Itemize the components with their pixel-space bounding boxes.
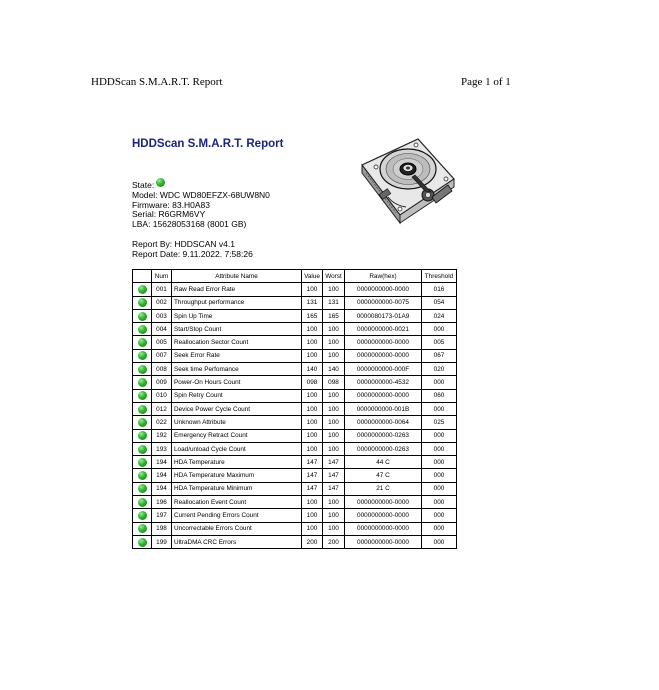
attr-worst: 100 (323, 402, 345, 415)
col-value-header: Value (302, 270, 323, 283)
attr-num: 198 (152, 522, 172, 535)
attr-value: 100 (302, 416, 323, 429)
attr-threshold: 024 (422, 309, 457, 322)
attr-num: 197 (152, 509, 172, 522)
status-cell (133, 363, 152, 376)
attr-num: 005 (152, 336, 172, 349)
attr-name: Spin Up Time (172, 309, 302, 322)
attr-value: 100 (302, 522, 323, 535)
attr-name: Seek time Perfomance (172, 363, 302, 376)
attr-threshold: 060 (422, 389, 457, 402)
status-ok-icon (138, 365, 147, 374)
attr-value: 100 (302, 349, 323, 362)
attr-threshold: 000 (422, 535, 457, 548)
attr-raw: 44 C (345, 456, 422, 469)
attr-num: 008 (152, 363, 172, 376)
attr-num: 193 (152, 442, 172, 455)
status-ok-icon (138, 325, 147, 334)
attr-threshold: 000 (422, 429, 457, 442)
status-cell (133, 376, 152, 389)
status-ok-icon (138, 538, 147, 547)
table-row (133, 336, 457, 349)
attr-value: 147 (302, 482, 323, 495)
attr-raw: 0000000000-0000 (345, 389, 422, 402)
attr-threshold: 067 (422, 349, 457, 362)
attr-threshold: 016 (422, 283, 457, 296)
attr-raw: 0000000000-0263 (345, 442, 422, 455)
attr-value: 131 (302, 296, 323, 309)
status-ok-icon (138, 378, 147, 387)
attr-threshold: 000 (422, 376, 457, 389)
attr-worst: 165 (323, 309, 345, 322)
status-ok-icon (138, 498, 147, 507)
attr-threshold: 000 (422, 402, 457, 415)
attr-threshold: 000 (422, 442, 457, 455)
attr-name: Power-On Hours Count (172, 376, 302, 389)
status-ok-icon (138, 484, 147, 493)
status-cell (133, 309, 152, 322)
attr-threshold: 000 (422, 456, 457, 469)
attr-worst: 131 (323, 296, 345, 309)
attr-num: 003 (152, 309, 172, 322)
status-ok-icon (138, 298, 147, 307)
attr-name: Reallocation Sector Count (172, 336, 302, 349)
page-number: Page 1 of 1 (461, 76, 511, 88)
attr-raw: 0000000000-0000 (345, 522, 422, 535)
table-row (133, 283, 457, 296)
attr-name: Load/unload Cycle Count (172, 442, 302, 455)
attr-num: 196 (152, 496, 172, 509)
attr-name: Device Power Cycle Count (172, 402, 302, 415)
attr-worst: 100 (323, 522, 345, 535)
table-row (133, 429, 457, 442)
attr-raw: 0000000000-001B (345, 402, 422, 415)
attr-num: 194 (152, 456, 172, 469)
smart-table (132, 269, 457, 549)
table-row (133, 496, 457, 509)
attr-num: 010 (152, 389, 172, 402)
attr-raw: 0000080173-01A9 (345, 309, 422, 322)
status-ok-icon (138, 285, 147, 294)
attr-raw: 0000000000-0064 (345, 416, 422, 429)
attr-worst: 100 (323, 336, 345, 349)
table-row (133, 296, 457, 309)
attr-num: 007 (152, 349, 172, 362)
status-cell (133, 389, 152, 402)
attr-raw: 0000000000-000F (345, 363, 422, 376)
attr-threshold: 025 (422, 416, 457, 429)
attr-worst: 098 (323, 376, 345, 389)
attr-threshold: 000 (422, 496, 457, 509)
attr-name: Spin Retry Count (172, 389, 302, 402)
attr-threshold: 000 (422, 482, 457, 495)
status-ok-icon (138, 445, 147, 454)
status-cell (133, 482, 152, 495)
state-label: State: (132, 180, 155, 190)
attr-threshold: 000 (422, 469, 457, 482)
status-cell (133, 323, 152, 336)
report-date-line: Report Date: 9.11.2022. 7:58:26 (132, 248, 253, 259)
attr-num: 022 (152, 416, 172, 429)
attr-worst: 100 (323, 429, 345, 442)
col-raw-header: Raw(hex) (345, 270, 422, 283)
status-cell (133, 416, 152, 429)
attr-raw: 0000000000-0000 (345, 535, 422, 548)
status-cell (133, 402, 152, 415)
attr-value: 147 (302, 456, 323, 469)
table-row (133, 482, 457, 495)
table-row (133, 442, 457, 455)
table-row (133, 416, 457, 429)
firmware-line: Firmware: 83.H0A83 (132, 199, 210, 210)
attr-name: Uncorrectable Errors Count (172, 522, 302, 535)
attr-num: 012 (152, 402, 172, 415)
status-ok-icon (138, 524, 147, 533)
attr-worst: 200 (323, 535, 345, 548)
table-row (133, 309, 457, 322)
report-title: HDDScan S.M.A.R.T. Report (132, 138, 284, 150)
col-threshold-header: Threshold (422, 270, 457, 283)
report-meta (132, 240, 253, 260)
attr-value: 100 (302, 323, 323, 336)
attr-worst: 100 (323, 389, 345, 402)
status-ok-icon (138, 471, 147, 480)
attr-threshold: 054 (422, 296, 457, 309)
attr-num: 009 (152, 376, 172, 389)
table-header-row (133, 270, 457, 283)
attr-name: Raw Read Error Rate (172, 283, 302, 296)
attr-num: 199 (152, 535, 172, 548)
table-row (133, 535, 457, 548)
attr-value: 100 (302, 442, 323, 455)
status-cell (133, 509, 152, 522)
attr-threshold: 000 (422, 522, 457, 535)
attr-raw: 0000000000-0000 (345, 496, 422, 509)
hard-drive-icon (356, 135, 458, 235)
status-ok-icon (138, 405, 147, 414)
status-cell (133, 283, 152, 296)
status-ok-icon (138, 312, 147, 321)
attr-raw: 0000000000-0021 (345, 323, 422, 336)
status-cell (133, 469, 152, 482)
status-cell (133, 296, 152, 309)
attr-raw: 0000000000-0263 (345, 429, 422, 442)
attr-num: 192 (152, 429, 172, 442)
attr-raw: 0000000000-0000 (345, 283, 422, 296)
table-row (133, 389, 457, 402)
status-ok-icon (156, 178, 165, 187)
attr-value: 100 (302, 429, 323, 442)
attr-value: 100 (302, 283, 323, 296)
attr-value: 100 (302, 496, 323, 509)
attr-worst: 147 (323, 456, 345, 469)
status-cell (133, 456, 152, 469)
attr-name: Throughput performance (172, 296, 302, 309)
status-cell (133, 429, 152, 442)
table-row (133, 363, 457, 376)
attr-name: HDA Temperature (172, 456, 302, 469)
attr-raw: 0000000000-0000 (345, 349, 422, 362)
status-ok-icon (138, 511, 147, 520)
attr-raw: 0000000000-0000 (345, 509, 422, 522)
attr-threshold: 005 (422, 336, 457, 349)
attr-name: Start/Stop Count (172, 323, 302, 336)
lba-line: LBA: 15628053168 (8001 GB) (132, 219, 247, 230)
status-cell (133, 496, 152, 509)
status-ok-icon (138, 338, 147, 347)
attr-value: 100 (302, 336, 323, 349)
attr-value: 200 (302, 535, 323, 548)
attr-worst: 100 (323, 283, 345, 296)
table-row (133, 469, 457, 482)
attr-name: Emergency Retract Count (172, 429, 302, 442)
attr-worst: 100 (323, 509, 345, 522)
table-row (133, 522, 457, 535)
model-line: Model: WDC WD80EFZX-68UW8N0 (132, 189, 270, 200)
attr-value: 098 (302, 376, 323, 389)
attr-raw: 0000000000-0075 (345, 296, 422, 309)
status-cell (133, 535, 152, 548)
attr-worst: 100 (323, 349, 345, 362)
col-status-header (133, 270, 152, 283)
attr-raw: 0000000000-4532 (345, 376, 422, 389)
attr-raw: 21 C (345, 482, 422, 495)
attr-value: 140 (302, 363, 323, 376)
attr-worst: 100 (323, 496, 345, 509)
table-row (133, 349, 457, 362)
status-ok-icon (138, 391, 147, 400)
attr-name: Reallocation Event Count (172, 496, 302, 509)
attr-worst: 100 (323, 416, 345, 429)
attr-raw: 47 C (345, 469, 422, 482)
attr-num: 194 (152, 469, 172, 482)
status-cell (133, 522, 152, 535)
attr-value: 165 (302, 309, 323, 322)
col-name-header: Attribute Name (172, 270, 302, 283)
status-cell (133, 442, 152, 455)
col-num-header: Num (152, 270, 172, 283)
status-ok-icon (138, 418, 147, 427)
attr-name: Current Pending Errors Count (172, 509, 302, 522)
status-ok-icon (138, 351, 147, 360)
drive-info (132, 181, 270, 230)
attr-num: 194 (152, 482, 172, 495)
table-row (133, 509, 457, 522)
attr-name: Unknown Attribute (172, 416, 302, 429)
attr-value: 100 (302, 389, 323, 402)
table-row (133, 402, 457, 415)
status-ok-icon (138, 431, 147, 440)
col-worst-header: Worst (323, 270, 345, 283)
attr-threshold: 000 (422, 509, 457, 522)
status-ok-icon (138, 458, 147, 467)
attr-num: 002 (152, 296, 172, 309)
attr-worst: 100 (323, 442, 345, 455)
serial-line: Serial: R6GRM6VY (132, 209, 206, 220)
status-cell (133, 336, 152, 349)
attr-name: Seek Error Rate (172, 349, 302, 362)
attr-name: UltraDMA CRC Errors (172, 535, 302, 548)
page-header-title: HDDScan S.M.A.R.T. Report (91, 76, 223, 88)
attr-worst: 147 (323, 469, 345, 482)
attr-worst: 100 (323, 323, 345, 336)
attr-name: HDA Temperature Minimum (172, 482, 302, 495)
attr-worst: 140 (323, 363, 345, 376)
table-row (133, 456, 457, 469)
attr-raw: 0000000000-0000 (345, 336, 422, 349)
attr-name: HDA Temperature Maximum (172, 469, 302, 482)
attr-threshold: 000 (422, 323, 457, 336)
table-row (133, 323, 457, 336)
attr-num: 001 (152, 283, 172, 296)
attr-value: 100 (302, 509, 323, 522)
attr-value: 147 (302, 469, 323, 482)
attr-value: 100 (302, 402, 323, 415)
attr-worst: 147 (323, 482, 345, 495)
attr-num: 004 (152, 323, 172, 336)
status-cell (133, 349, 152, 362)
table-row (133, 376, 457, 389)
report-by-line: Report By: HDDSCAN v4.1 (132, 239, 235, 249)
attr-threshold: 020 (422, 363, 457, 376)
